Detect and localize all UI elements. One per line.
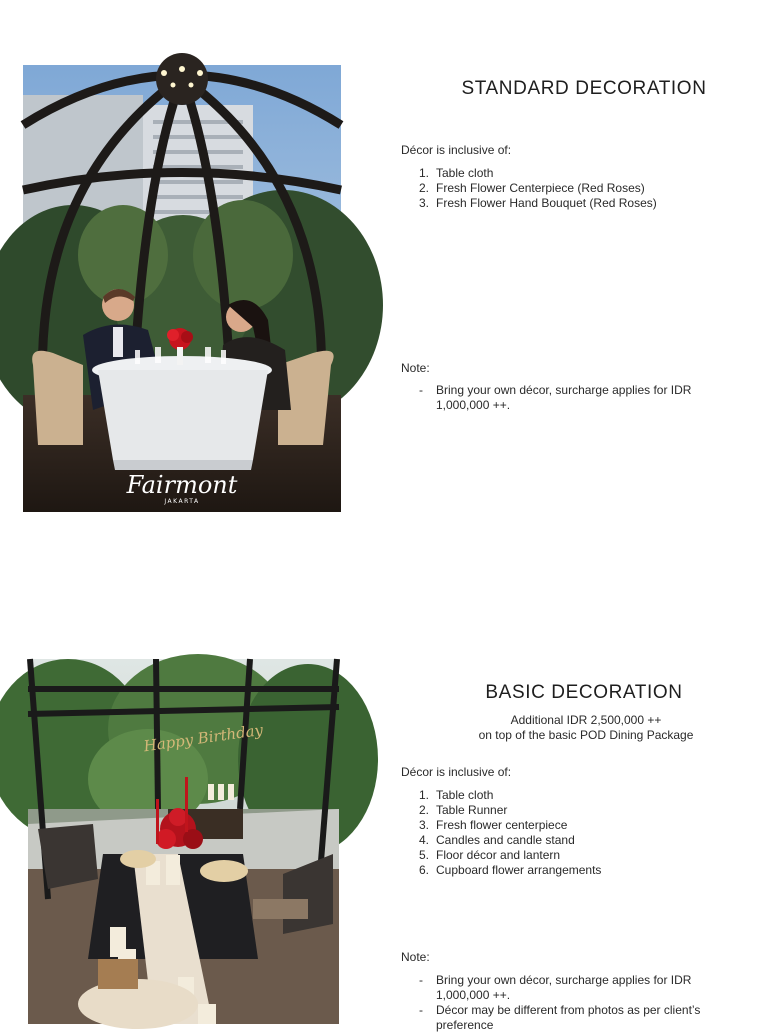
standard-inclusive-label: Décor is inclusive of:	[401, 143, 512, 157]
list-item: 6. Cupboard flower arrangements	[419, 863, 602, 877]
list-item: 4. Candles and candle stand	[419, 833, 575, 847]
list-item: 5. Floor décor and lantern	[419, 848, 561, 862]
fairmont-logo: Fairmont	[126, 471, 238, 499]
standard-decoration-photo	[23, 65, 341, 512]
basic-price-line-1: Additional IDR 2,500,000 ++	[510, 713, 662, 727]
standard-notes-list	[401, 383, 721, 413]
standard-decoration-title: STANDARD DECORATION	[461, 78, 707, 99]
note-item: - Bring your own décor, surcharge applies for IDR 1,000,000 ++.	[419, 383, 692, 412]
list-item: 3. Fresh flower centerpiece	[419, 818, 568, 832]
basic-note-label: Note:	[401, 950, 430, 964]
basic-notes-list	[401, 973, 721, 1033]
basic-items-list	[401, 788, 731, 878]
basic-inclusive-label: Décor is inclusive of:	[401, 765, 512, 779]
basic-decoration-photo	[28, 659, 339, 1024]
note-item: - Décor may be different from photos as per client’s preference	[419, 1003, 701, 1032]
standard-note-label: Note:	[401, 361, 430, 375]
fairmont-logo-sub: JAKARTA	[164, 498, 200, 505]
list-item: 3. Fresh Flower Hand Bouquet (Red Roses)	[419, 196, 657, 210]
list-item: 1. Table cloth	[419, 788, 494, 802]
happy-birthday-sign: Happy Birthday	[142, 720, 265, 756]
list-item: 2. Fresh Flower Centerpiece (Red Roses)	[419, 181, 645, 195]
note-item: - Bring your own décor, surcharge applies for IDR 1,000,000 ++.	[419, 973, 692, 1002]
standard-items-list	[401, 166, 731, 211]
basic-price-line-2: on top of the basic POD Dining Package	[478, 728, 694, 742]
basic-decoration-title: BASIC DECORATION	[485, 682, 683, 703]
list-item: 2. Table Runner	[419, 803, 508, 817]
list-item: 1. Table cloth	[419, 166, 494, 180]
